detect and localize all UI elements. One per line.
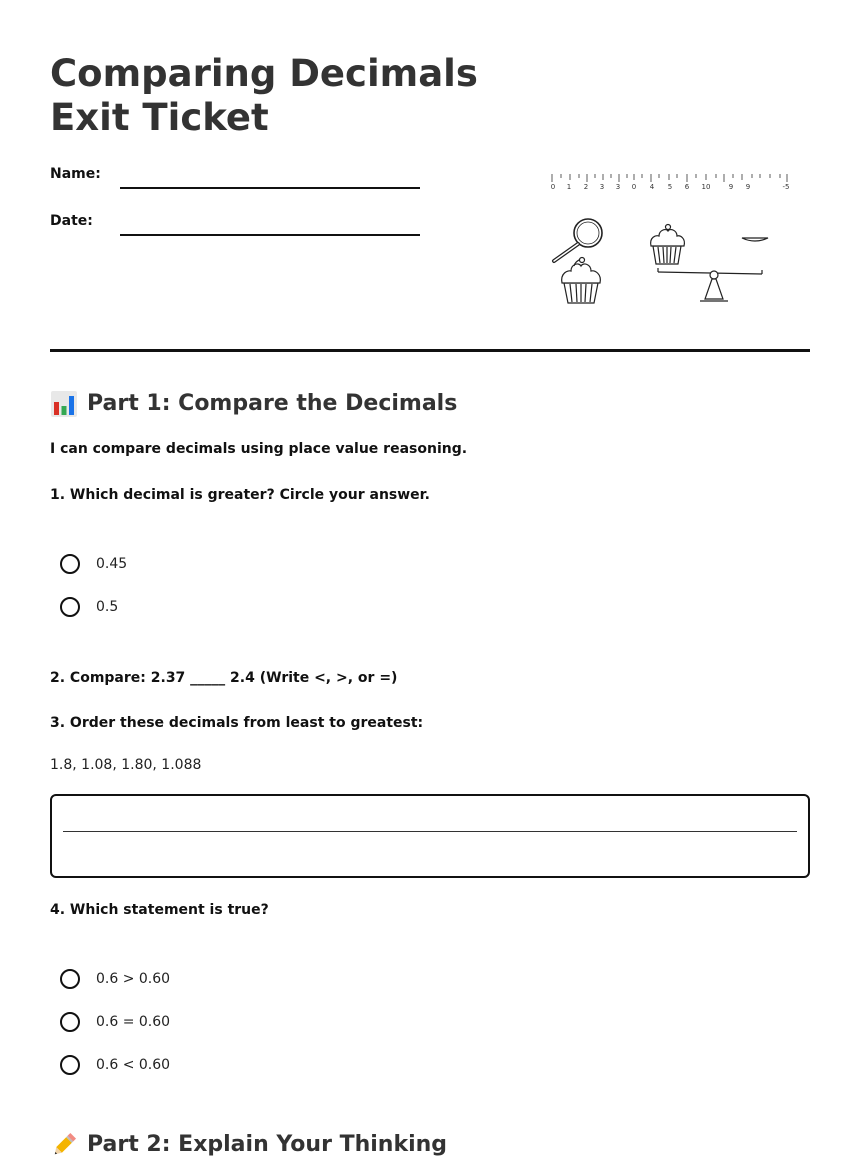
radio-button[interactable] — [60, 597, 80, 617]
title-line-2: Exit Ticket — [50, 96, 269, 139]
question-3-values: 1.8, 1.08, 1.80, 1.088 — [50, 757, 202, 773]
radio-button[interactable] — [60, 554, 80, 574]
cupcake-icon — [651, 225, 685, 265]
cupcake-icon — [562, 258, 601, 304]
name-field[interactable] — [120, 187, 420, 189]
date-field[interactable] — [120, 234, 420, 236]
q1-option-0-5[interactable] — [60, 597, 118, 617]
pencil-icon — [50, 1131, 78, 1159]
header-divider — [50, 349, 810, 352]
page-title — [50, 52, 478, 140]
question-2-prompt: 2. Compare: 2.37 _____ 2.4 (Write <, >, or =) — [50, 670, 398, 686]
date-label: Date: — [50, 213, 93, 229]
question-4-prompt: 4. Which statement is true? — [50, 902, 269, 918]
question-3-prompt: 3. Order these decimals from least to greatest: — [50, 715, 424, 731]
part2-heading-text: Part 2: Explain Your Thinking — [87, 1132, 448, 1157]
radio-button[interactable] — [60, 1055, 80, 1075]
part1-heading-text: Part 1: Compare the Decimals — [87, 391, 458, 416]
ruler-label: 10 — [701, 183, 711, 191]
ruler-label: 9 — [745, 183, 751, 191]
question-1-prompt: 1. Which decimal is greater? Circle your answer. — [50, 487, 430, 503]
part1-heading — [50, 389, 457, 419]
q1-option-0-45[interactable] — [60, 554, 127, 574]
option-label: 0.45 — [96, 556, 128, 572]
ruler-label: 0 — [550, 183, 556, 191]
ruler-label: 5 — [667, 183, 673, 191]
learning-objective: I can compare decimals using place value reasoning. — [50, 441, 468, 457]
bar-chart-icon — [50, 390, 78, 418]
q4-option-less[interactable] — [60, 1055, 170, 1075]
radio-button[interactable] — [60, 1012, 80, 1032]
title-line-1: Comparing Decimals — [50, 52, 478, 95]
option-label: 0.6 > 0.60 — [96, 971, 171, 987]
option-label: 0.6 = 0.60 — [96, 1014, 171, 1030]
option-label: 0.5 — [96, 599, 119, 615]
ruler-label: 4 — [649, 183, 655, 191]
ruler-label: 3 — [599, 183, 605, 191]
part2-heading — [50, 1130, 447, 1160]
ruler-label: -5 — [782, 183, 790, 191]
question-3-answer-box[interactable] — [50, 794, 810, 878]
ruler-label: 1 — [566, 183, 572, 191]
q4-option-equal[interactable] — [60, 1012, 170, 1032]
ruler-icon — [552, 174, 787, 182]
ruler-labels — [551, 183, 790, 191]
magnifying-glass-icon — [554, 219, 602, 261]
radio-button[interactable] — [60, 969, 80, 989]
q4-option-greater[interactable] — [60, 969, 170, 989]
name-label: Name: — [50, 166, 101, 182]
answer-line — [63, 831, 797, 832]
header-illustration — [540, 160, 800, 310]
ruler-label: 0 — [631, 183, 637, 191]
ruler-label: 2 — [583, 183, 589, 191]
ruler-label: 6 — [684, 183, 690, 191]
option-label: 0.6 < 0.60 — [96, 1057, 171, 1073]
ruler-label: 3 — [615, 183, 621, 191]
ruler-label: 9 — [728, 183, 734, 191]
